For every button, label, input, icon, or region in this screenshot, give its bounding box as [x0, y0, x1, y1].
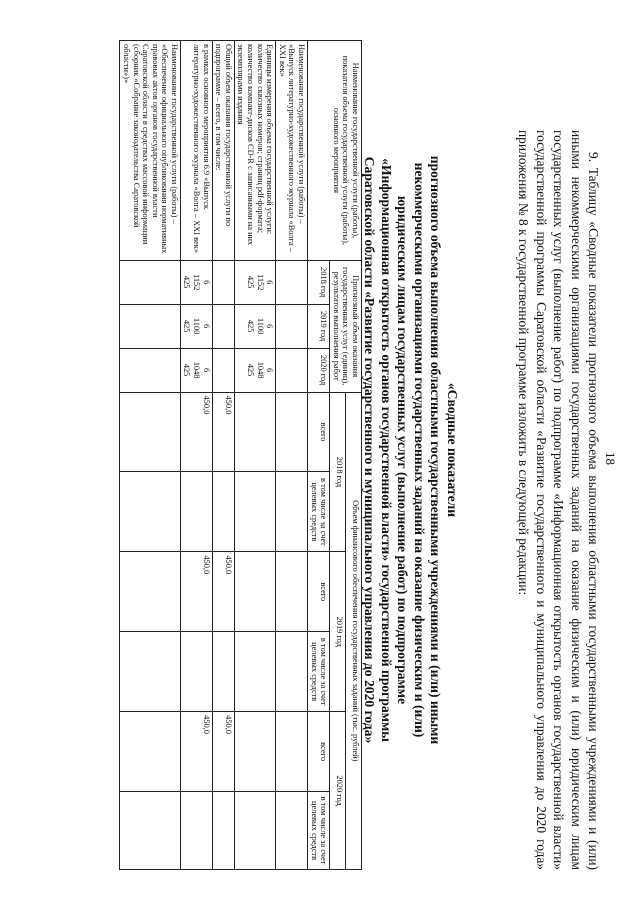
volume-cell: 6 1152 425: [180, 260, 212, 304]
volume-cell: [120, 260, 181, 304]
heading-line2: прогнозного объема выполнения областными государственными учреждениями и (или) иными некоммерческими организациями государственных заданий на оказание физическим и (или) юридическим лицам государственных услуг (выполнение работ) по подпрограмме «Информационная открытость органов государственной власти» государственной программы Саратовской области «Развитие государственного и муниципального управления до 2020 года»: [362, 155, 444, 745]
volume-cell: [212, 348, 234, 392]
finance-cell: [120, 472, 181, 552]
finance-cell: 450,0: [212, 552, 234, 632]
table-row: [120, 41, 181, 870]
volume-cell: [276, 348, 308, 392]
table-row: [234, 41, 275, 870]
finance-cell: [276, 792, 308, 870]
finance-cell: [276, 632, 308, 712]
volume-cell: 6 1048 425: [180, 348, 212, 392]
volume-cell: 6 1100 425: [234, 304, 275, 348]
finance-cell: 450,0: [180, 552, 212, 632]
header-total: всего: [308, 392, 330, 472]
volume-cell: 6 1100 425: [180, 304, 212, 348]
finance-cell: 450,0: [180, 712, 212, 792]
header-vol-2020: 2020 год: [308, 348, 330, 392]
header-finance: Объем финансового обеспечения государственных заданий (тыс. рублей): [346, 392, 362, 869]
row-name: Единицы измерения объема государственной услуги: количество сквозных номеров; страниц pdf-формата; количество компакт-дисков CD-R с записанными на них экземплярами издания: [234, 41, 275, 261]
finance-cell: [120, 632, 181, 712]
finance-cell: [180, 472, 212, 552]
header-vol-2019: 2019 год: [308, 304, 330, 348]
table-body: [120, 41, 308, 870]
header-target: в том числе за счет целевых средств: [308, 632, 330, 712]
finance-cell: [234, 792, 275, 870]
volume-cell: [276, 304, 308, 348]
finance-cell: [276, 712, 308, 792]
table-heading: [361, 150, 460, 750]
header-name: Наименование государственной услуги (работы), показателя объема государственной услуги (работы), основного мероприятия: [308, 41, 362, 261]
intro-text: 9. Таблицу «Сводные показатели прогнозного объема выполнения областными государственными учреждениями и (или) иными некоммерческими организациями государственных заданий на оказание физическим и (или) юридическим лицам государственных услуг (выполнение работ) по подпрограмме «Информационная открытость органов государственной власти» государственной программы Саратовской области «Развитие государственного и муниципального управления до 2020 года» приложения № 8 к государственной программе изложить в следующей редакции:: [516, 130, 601, 870]
finance-cell: [212, 792, 234, 870]
finance-cell: 450,0: [212, 712, 234, 792]
heading-line1: «Сводные показатели: [445, 382, 460, 518]
finance-cell: [234, 552, 275, 632]
finance-cell: [234, 632, 275, 712]
header-target: в том числе за счет целевых средств: [308, 472, 330, 552]
row-name: Наименование государственной услуги (работы) – «Выпуск литературно-художественного журнала «Волга – XXI век»: [276, 41, 308, 261]
finance-cell: [180, 632, 212, 712]
volume-cell: [276, 260, 308, 304]
volume-cell: [120, 348, 181, 392]
finance-cell: [234, 712, 275, 792]
volume-cell: [212, 260, 234, 304]
summary-table: [119, 40, 362, 870]
finance-cell: 450,0: [180, 392, 212, 472]
finance-cell: [212, 472, 234, 552]
finance-cell: [276, 392, 308, 472]
page-number: 18: [603, 452, 618, 465]
header-volume: Прогнозный объем оказания государственных услуг (единиц), результатов выполнения работ: [330, 260, 362, 392]
row-name: в рамках основного мероприятия 6.9 «Выпуск литературно-художественного журнала «Волга – XXI век»: [180, 41, 212, 261]
finance-cell: [234, 472, 275, 552]
header-target: в том числе за счет целевых средств: [308, 792, 330, 870]
table-row: [180, 41, 212, 870]
header-total: всего: [308, 552, 330, 632]
finance-cell: [234, 392, 275, 472]
table-row: [276, 41, 308, 870]
volume-cell: 6 1048 425: [234, 348, 275, 392]
finance-cell: [120, 792, 181, 870]
finance-cell: [276, 552, 308, 632]
finance-cell: [120, 552, 181, 632]
header-fin-2018: 2018 год: [330, 392, 346, 552]
finance-cell: [276, 472, 308, 552]
table-row: [212, 41, 234, 870]
volume-cell: [212, 304, 234, 348]
intro-paragraph: [515, 130, 602, 870]
volume-cell: 6 1152 425: [234, 260, 275, 304]
finance-cell: [120, 392, 181, 472]
header-fin-2020: 2020 год: [330, 712, 346, 870]
finance-cell: [212, 632, 234, 712]
finance-cell: [180, 792, 212, 870]
header-fin-2019: 2019 год: [330, 552, 346, 712]
volume-cell: [120, 304, 181, 348]
finance-cell: 450,0: [212, 392, 234, 472]
header-total: всего: [308, 712, 330, 792]
row-name: Наименование государственной услуги (работы) – «Обеспечение официального опубликования нормативных правовых актов органов государственной власти Саратовской области в средствах массовой информации (сборник «Собрание законодательства Саратовской области»)»: [120, 41, 181, 261]
finance-cell: [120, 712, 181, 792]
header-vol-2018: 2018 год: [308, 260, 330, 304]
row-name: Общий объем оказания государственной услуги по подпрограмме – всего, в том числе:: [212, 41, 234, 261]
